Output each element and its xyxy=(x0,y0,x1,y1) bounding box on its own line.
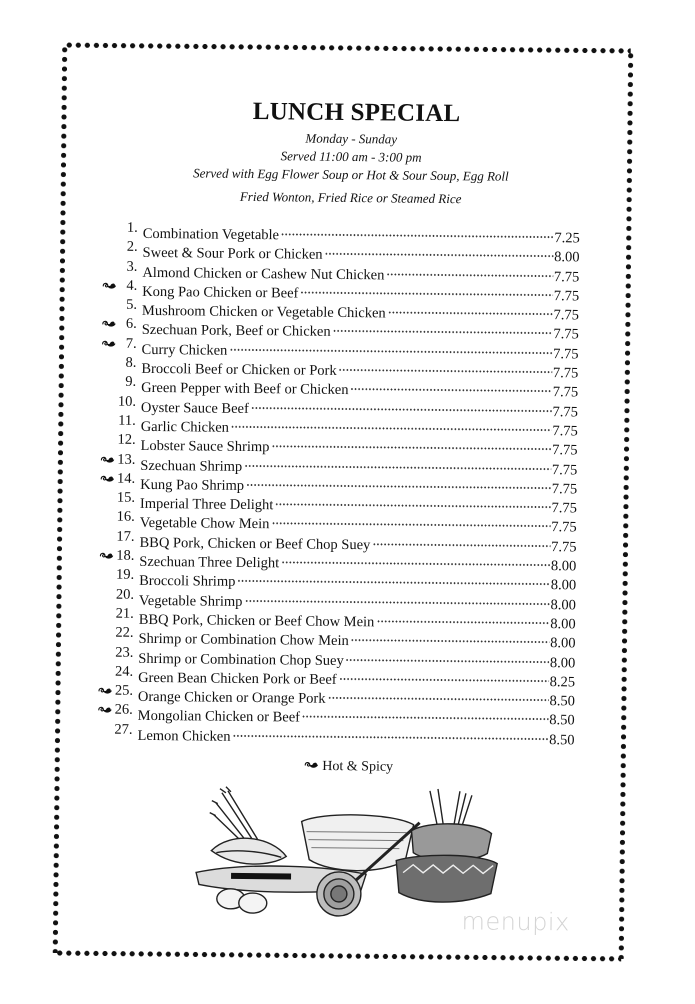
item-price: 7.75 xyxy=(552,384,579,401)
item-number: 19. xyxy=(115,566,135,584)
dot-leader xyxy=(338,356,553,377)
dot-leader xyxy=(274,490,550,512)
item-price: 7.75 xyxy=(552,423,578,440)
item-name: Almond Chicken or Cashew Nut Chicken xyxy=(142,264,385,283)
dot-leader xyxy=(385,260,553,281)
item-price: 7.75 xyxy=(551,519,577,536)
hot-spicy-icon xyxy=(98,682,114,701)
item-number: 1. xyxy=(126,219,138,236)
item-number: 23. xyxy=(115,644,134,661)
hot-spicy-icon xyxy=(102,334,118,353)
item-price: 8.50 xyxy=(549,693,575,710)
menu-header xyxy=(3,94,695,210)
hot-spicy-icon xyxy=(99,546,115,565)
item-price: 7.25 xyxy=(554,230,580,247)
item-price: 7.75 xyxy=(552,442,578,459)
hot-spicy-icon xyxy=(100,469,116,488)
item-number: 16. xyxy=(116,509,135,526)
item-price: 7.75 xyxy=(553,288,580,305)
item-price: 7.75 xyxy=(552,365,579,382)
item-number: 11. xyxy=(118,412,136,429)
served-with-text-2: Fried Wonton, Fried Rice or Steamed Rice xyxy=(239,188,462,207)
item-number: 24. xyxy=(114,663,134,680)
served-with-text: Served with Egg Flower Soup or Hot & Sour Soup, Egg Roll xyxy=(193,165,509,184)
dot-leader xyxy=(232,722,549,744)
item-price: 7.75 xyxy=(551,481,578,498)
item-price: 8.00 xyxy=(549,654,576,671)
item-price: 7.75 xyxy=(551,538,577,556)
food-illustration xyxy=(191,780,502,923)
item-number: 6. xyxy=(125,316,137,333)
item-name: BBQ Pork, Chicken or Beef Chop Suey xyxy=(139,534,371,554)
menu-list xyxy=(0,217,695,749)
item-number: 14. xyxy=(117,470,136,487)
item-name: Garlic Chicken xyxy=(140,418,230,436)
item-number: 13. xyxy=(117,451,136,468)
item-number: 26. xyxy=(114,702,133,719)
item-number: 22. xyxy=(115,624,134,642)
dot-leader xyxy=(350,626,550,647)
item-price: 7.75 xyxy=(553,345,579,363)
item-name: Vegetable Chow Mein xyxy=(139,515,270,533)
dot-leader xyxy=(324,240,554,261)
item-price: 8.50 xyxy=(549,712,575,729)
item-price: 8.00 xyxy=(550,635,576,652)
days-text: Monday - Sunday xyxy=(305,130,398,147)
dot-leader xyxy=(301,703,549,725)
item-price: 7.75 xyxy=(553,268,580,286)
dot-leader xyxy=(270,510,550,532)
item-price: 7.75 xyxy=(552,403,579,421)
hot-spicy-icon xyxy=(100,450,116,469)
item-name: Mongolian Chicken or Beef xyxy=(137,708,301,726)
item-name: Szechuan Shrimp xyxy=(140,457,243,475)
item-name: Mushroom Chicken or Vegetable Chicken xyxy=(141,303,386,322)
item-name: Lobster Sauce Shrimp xyxy=(140,438,270,456)
item-name: Oyster Sauce Beef xyxy=(140,399,249,417)
item-price: 7.75 xyxy=(553,326,579,343)
item-name: Kong Pao Chicken or Beef xyxy=(142,283,299,302)
item-number: 4. xyxy=(126,277,138,294)
dot-leader xyxy=(375,607,549,628)
item-number: 7. xyxy=(125,335,137,352)
dot-leader xyxy=(387,299,553,320)
item-price: 8.50 xyxy=(549,731,575,749)
dot-leader xyxy=(332,317,553,338)
item-price: 7.75 xyxy=(553,307,580,324)
item-name: Green Pepper with Beef or Chicken xyxy=(141,380,349,399)
dot-leader xyxy=(371,530,550,551)
item-name: Shrimp or Combination Chop Suey xyxy=(138,650,344,669)
item-name: Szechuan Pork, Beef or Chicken xyxy=(141,322,331,341)
item-number: 21. xyxy=(115,605,134,622)
hot-spicy-icon xyxy=(304,759,318,775)
item-number: 8. xyxy=(125,354,137,371)
item-price: 8.00 xyxy=(550,558,577,575)
item-number: 10. xyxy=(117,393,137,410)
item-price: 8.00 xyxy=(550,596,576,614)
item-name: BBQ Pork, Chicken or Beef Chow Mein xyxy=(138,611,375,631)
dot-leader xyxy=(299,278,553,300)
dot-leader xyxy=(327,684,549,705)
item-name: Szechuan Three Delight xyxy=(139,553,280,572)
item-price: 8.00 xyxy=(550,577,577,594)
item-number: 27. xyxy=(114,721,133,738)
item-number: 2. xyxy=(126,238,138,256)
item-name: Vegetable Shrimp xyxy=(138,592,243,610)
hot-spicy-icon xyxy=(98,701,114,720)
item-number: 18. xyxy=(116,547,135,564)
item-name: Green Bean Chicken Pork or Beef xyxy=(138,669,337,688)
item-name: Lemon Chicken xyxy=(137,727,231,745)
dot-leader xyxy=(338,665,549,686)
item-name: Broccoli Shrimp xyxy=(139,573,236,591)
dot-leader xyxy=(270,432,551,454)
border-bottom xyxy=(55,950,621,962)
page-title: LUNCH SPECIAL xyxy=(252,98,461,128)
dot-leader xyxy=(349,375,551,396)
item-number: 15. xyxy=(116,489,136,506)
item-price: 7.75 xyxy=(551,500,578,517)
item-line xyxy=(137,721,574,751)
dot-leader xyxy=(280,220,554,242)
item-name: Kung Pao Shrimp xyxy=(140,476,245,494)
item-number: 25. xyxy=(114,682,134,699)
hot-spicy-icon xyxy=(102,315,118,334)
item-number: 3. xyxy=(126,258,138,275)
item-price: 8.00 xyxy=(550,616,576,633)
item-number: 12. xyxy=(117,431,136,449)
item-number: 17. xyxy=(116,528,135,545)
item-name: Shrimp or Combination Chow Mein xyxy=(138,631,349,650)
hot-spicy-icon xyxy=(102,276,118,295)
item-number: 9. xyxy=(125,374,137,391)
item-name: Curry Chicken xyxy=(141,341,228,359)
item-name: Sweet & Sour Pork or Chicken xyxy=(142,245,323,264)
watermark: menupix xyxy=(461,907,570,937)
dot-leader xyxy=(280,548,550,570)
item-number: 20. xyxy=(115,586,135,603)
dot-leader xyxy=(345,646,549,667)
item-price: 7.75 xyxy=(551,461,578,478)
item-name: Combination Vegetable xyxy=(142,225,280,244)
item-name: Imperial Three Delight xyxy=(139,496,274,514)
border-top xyxy=(65,42,631,54)
legend-label: Hot & Spicy xyxy=(322,758,394,775)
item-number: 5. xyxy=(126,296,138,313)
item-price: 8.00 xyxy=(554,249,580,266)
item-name: Orange Chicken or Orange Pork xyxy=(137,688,326,707)
item-price: 8.25 xyxy=(549,673,576,691)
item-name: Broccoli Beef or Chicken or Pork xyxy=(141,360,337,379)
hours-text: Served 11:00 am - 3:00 pm xyxy=(280,148,422,165)
